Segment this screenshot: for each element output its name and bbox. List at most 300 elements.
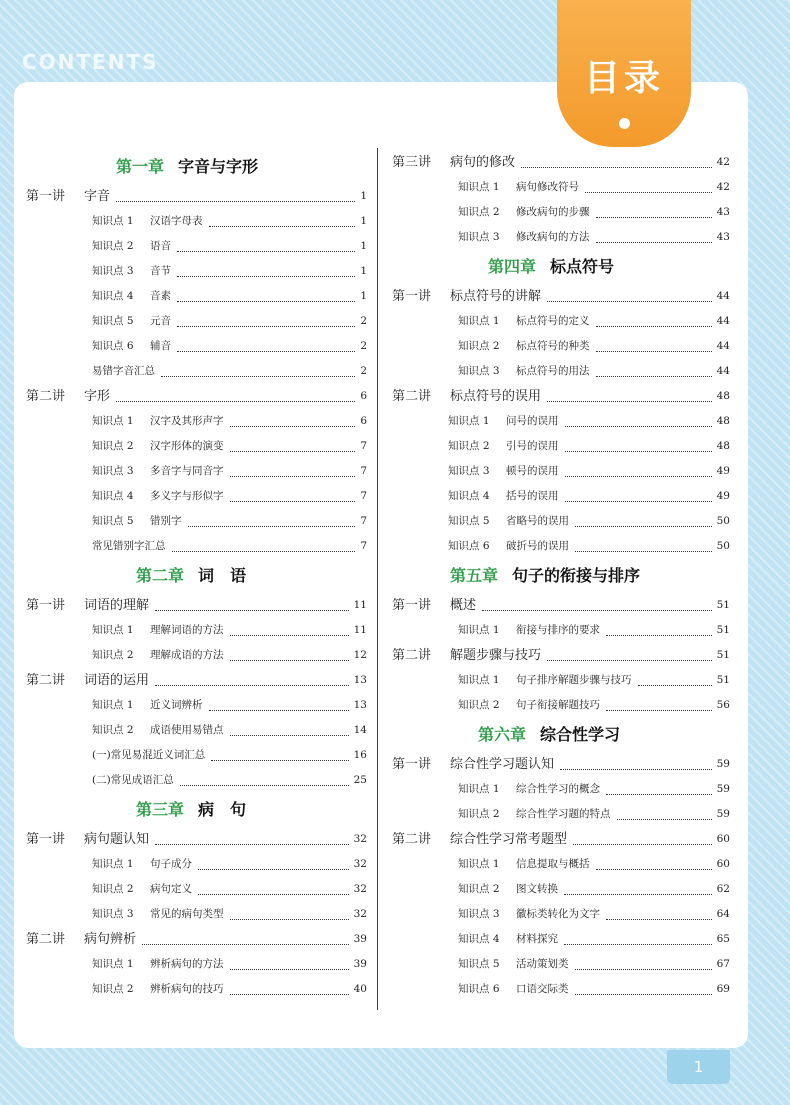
entry-title: 辨析病句的技巧	[150, 983, 224, 995]
entry-title: 病句定义	[150, 883, 192, 895]
dot-leader	[575, 994, 712, 995]
knowledge-point-entry[interactable]	[26, 234, 367, 259]
dot-leader	[565, 426, 712, 427]
knowledge-point-number: 知识点 6	[448, 540, 490, 552]
page-ref: 43	[716, 231, 730, 243]
page-ref: 39	[353, 933, 367, 945]
dot-leader	[606, 919, 712, 920]
entry-title: 修改病句的步骤	[516, 206, 590, 218]
knowledge-point-number: 知识点 4	[458, 933, 500, 945]
page-ref: 59	[716, 783, 730, 795]
entry-label	[26, 827, 149, 852]
chapter-title: 字音与字形	[178, 157, 259, 176]
dot-leader	[155, 844, 349, 845]
knowledge-point-entry[interactable]	[26, 852, 367, 877]
page-ref: 40	[353, 983, 367, 995]
knowledge-point-entry[interactable]	[392, 952, 730, 977]
knowledge-point-entry[interactable]	[392, 802, 730, 827]
entry-title: 字形	[84, 389, 111, 404]
knowledge-point-number: 知识点 1	[458, 624, 500, 636]
page-number: 1	[667, 1050, 730, 1084]
dot-leader	[565, 476, 712, 477]
page-ref: 14	[353, 724, 367, 736]
entry-title: (一)常见易混近义词汇总	[92, 749, 206, 761]
dot-leader	[606, 635, 712, 636]
entry-label	[458, 802, 611, 827]
dot-leader	[547, 301, 712, 302]
knowledge-point-number: 知识点 3	[92, 265, 134, 277]
entry-label	[458, 175, 579, 200]
knowledge-point-number: 知识点 2	[92, 649, 134, 661]
entry-title: 信息提取与概括	[516, 858, 590, 870]
dot-leader	[230, 919, 349, 920]
lecture-number: 第一讲	[392, 289, 432, 304]
knowledge-point-entry[interactable]	[392, 434, 730, 459]
dot-leader	[560, 769, 712, 770]
page-ref: 49	[716, 465, 730, 477]
page-ref: 7	[360, 515, 367, 527]
dot-leader	[230, 476, 356, 477]
lecture-number: 第二讲	[26, 932, 66, 947]
page-ref: 60	[716, 858, 730, 870]
lecture-entry[interactable]	[392, 593, 730, 618]
entry-label	[448, 484, 559, 509]
chapter-number: 第六章	[478, 725, 527, 744]
knowledge-point-entry[interactable]	[392, 484, 730, 509]
entry-label	[458, 902, 600, 927]
page-ref: 6	[360, 390, 367, 402]
entry-title: 词语的理解	[84, 598, 150, 613]
entry-label	[92, 877, 192, 902]
knowledge-point-entry[interactable]	[392, 693, 730, 718]
knowledge-point-number: 知识点 1	[92, 415, 134, 427]
chapter-title: 标点符号	[550, 257, 615, 276]
knowledge-point-entry[interactable]	[392, 509, 730, 534]
dot-leader	[209, 710, 349, 711]
page-ref: 6	[360, 415, 367, 427]
lecture-entry[interactable]	[26, 668, 367, 693]
lecture-entry[interactable]	[26, 384, 367, 409]
entry-label	[392, 150, 515, 175]
dot-leader	[161, 376, 355, 377]
dot-leader	[155, 685, 349, 686]
entry-label	[92, 509, 182, 534]
knowledge-point-entry[interactable]	[26, 434, 367, 459]
entry-label	[92, 768, 174, 793]
entry-label	[448, 509, 569, 534]
page-ref: 2	[360, 315, 367, 327]
entry-label	[26, 593, 149, 618]
knowledge-point-entry[interactable]	[26, 902, 367, 927]
entry-title: 句子成分	[150, 858, 192, 870]
entry-label	[92, 852, 192, 877]
dot-leader	[155, 610, 349, 611]
page-ref: 51	[716, 674, 730, 686]
dot-leader	[230, 660, 349, 661]
knowledge-point-entry[interactable]	[392, 618, 730, 643]
chapter-number: 第三章	[136, 800, 185, 819]
lecture-entry[interactable]	[392, 643, 730, 668]
knowledge-point-entry[interactable]	[26, 643, 367, 668]
entry-title: 概述	[450, 598, 477, 613]
chapter-heading[interactable]	[392, 559, 730, 593]
entry-label	[92, 459, 224, 484]
chapter-heading[interactable]	[392, 718, 730, 752]
knowledge-point-entry[interactable]	[392, 902, 730, 927]
entry-title: 错别字	[150, 515, 182, 527]
entry-title: 成语使用易错点	[150, 724, 224, 736]
entry-title: 问号的误用	[506, 415, 559, 427]
entry-title: 句子衔接解题技巧	[516, 699, 600, 711]
dot-leader	[172, 551, 356, 552]
entry-title: 音节	[150, 265, 171, 277]
knowledge-point-entry[interactable]	[392, 409, 730, 434]
entry-label	[92, 643, 224, 668]
entry-title: 标点符号的种类	[516, 340, 590, 352]
entry-label	[92, 484, 224, 509]
knowledge-point-entry[interactable]	[26, 484, 367, 509]
page-ref: 1	[360, 190, 367, 202]
knowledge-point-number: 知识点 3	[458, 231, 500, 243]
knowledge-point-entry[interactable]	[392, 359, 730, 384]
knowledge-point-entry[interactable]	[392, 309, 730, 334]
page-ref: 43	[716, 206, 730, 218]
dot-leader	[564, 894, 712, 895]
knowledge-point-entry[interactable]	[392, 977, 730, 1002]
knowledge-point-entry[interactable]	[392, 927, 730, 952]
entry-label	[392, 752, 554, 777]
knowledge-point-number: 知识点 2	[92, 240, 134, 252]
lecture-entry[interactable]	[392, 384, 730, 409]
lecture-number: 第一讲	[392, 598, 432, 613]
dot-leader	[209, 226, 356, 227]
page-ref: 42	[716, 181, 730, 193]
entry-label	[458, 877, 558, 902]
entry-title: 引号的误用	[506, 440, 559, 452]
knowledge-point-entry[interactable]	[26, 409, 367, 434]
page-ref: 60	[716, 833, 730, 845]
entry-label	[92, 409, 224, 434]
lecture-entry[interactable]	[392, 752, 730, 777]
entry-label	[458, 952, 569, 977]
lecture-entry[interactable]	[26, 593, 367, 618]
dot-leader	[596, 351, 712, 352]
entry-label	[26, 927, 136, 952]
entry-title: 理解词语的方法	[150, 624, 224, 636]
lecture-number: 第二讲	[26, 389, 66, 404]
knowledge-point-number: 知识点 2	[458, 699, 500, 711]
entry-title: 括号的误用	[506, 490, 559, 502]
knowledge-point-entry[interactable]	[26, 718, 367, 743]
entry-title: 活动策划类	[516, 958, 569, 970]
page-ref: 32	[353, 833, 367, 845]
contents-watermark: CONTENTS	[22, 50, 159, 74]
page-ref: 67	[716, 958, 730, 970]
dot-leader	[575, 526, 712, 527]
knowledge-point-entry[interactable]	[26, 509, 367, 534]
entry-label	[26, 184, 110, 209]
entry-label	[92, 902, 224, 927]
page-ref: 16	[353, 749, 367, 761]
knowledge-point-number: 知识点 3	[92, 465, 134, 477]
entry-label	[392, 284, 541, 309]
dot-leader	[198, 894, 349, 895]
entry-title: 综合性学习的概念	[516, 783, 600, 795]
knowledge-point-number: 知识点 3	[448, 465, 490, 477]
entry-label	[458, 852, 590, 877]
entry-label	[448, 459, 559, 484]
entry-label	[392, 827, 567, 852]
knowledge-point-number: 知识点 2	[92, 440, 134, 452]
knowledge-point-entry[interactable]	[392, 777, 730, 802]
knowledge-point-entry[interactable]	[26, 768, 367, 793]
knowledge-point-entry[interactable]	[26, 977, 367, 1002]
entry-label	[458, 977, 569, 1002]
dot-leader	[230, 735, 349, 736]
knowledge-point-number: 知识点 1	[458, 674, 500, 686]
chapter-title: 词 语	[198, 566, 247, 585]
page-ref: 11	[353, 624, 367, 636]
entry-title: 辅音	[150, 340, 171, 352]
entry-label	[92, 534, 166, 559]
lecture-number: 第一讲	[392, 757, 432, 772]
lecture-number: 第二讲	[392, 648, 432, 663]
knowledge-point-entry[interactable]	[392, 668, 730, 693]
entry-title: 近义词辨析	[150, 699, 203, 711]
knowledge-point-number: 知识点 1	[458, 315, 500, 327]
dot-leader	[565, 501, 712, 502]
dot-leader	[177, 301, 355, 302]
lecture-entry[interactable]	[26, 184, 367, 209]
knowledge-point-entry[interactable]	[26, 952, 367, 977]
entry-label	[392, 593, 476, 618]
dot-leader	[177, 351, 355, 352]
dot-leader	[585, 192, 712, 193]
knowledge-point-entry[interactable]	[26, 618, 367, 643]
page-ref: 32	[353, 858, 367, 870]
knowledge-point-number: 知识点 1	[458, 783, 500, 795]
entry-label	[448, 409, 559, 434]
knowledge-point-number: 知识点 1	[92, 958, 134, 970]
entry-label	[26, 384, 110, 409]
entry-title: 语音	[150, 240, 171, 252]
entry-title: 病句辨析	[84, 932, 137, 947]
chapter-heading[interactable]	[26, 559, 367, 593]
knowledge-point-number: 知识点 5	[448, 515, 490, 527]
lecture-entry[interactable]	[26, 927, 367, 952]
entry-label	[458, 777, 600, 802]
entry-title: 多音字与同音字	[150, 465, 224, 477]
knowledge-point-number: 知识点 4	[92, 290, 134, 302]
page-ref: 7	[360, 540, 367, 552]
knowledge-point-number: 知识点 1	[92, 858, 134, 870]
page-ref: 32	[353, 908, 367, 920]
page-ref: 7	[360, 490, 367, 502]
entry-title: (二)常见成语汇总	[92, 774, 174, 786]
lecture-entry[interactable]	[392, 150, 730, 175]
dot-leader	[596, 376, 712, 377]
entry-label	[92, 259, 171, 284]
entry-label	[92, 977, 224, 1002]
dot-leader	[596, 217, 712, 218]
dot-leader	[547, 660, 712, 661]
knowledge-point-entry[interactable]	[392, 175, 730, 200]
entry-title: 音素	[150, 290, 171, 302]
entry-title: 常见错别字汇总	[92, 540, 166, 552]
knowledge-point-entry[interactable]	[392, 225, 730, 250]
toc-title-tab	[557, 0, 691, 147]
knowledge-point-entry[interactable]	[392, 534, 730, 559]
knowledge-point-number: 知识点 6	[458, 983, 500, 995]
entry-title: 综合性学习题的特点	[516, 808, 611, 820]
dot-icon	[619, 118, 630, 129]
page-ref: 69	[716, 983, 730, 995]
dot-leader	[565, 451, 712, 452]
page-ref: 32	[353, 883, 367, 895]
page-ref: 7	[360, 465, 367, 477]
page-ref: 51	[716, 649, 730, 661]
knowledge-point-entry[interactable]	[26, 534, 367, 559]
entry-label	[458, 225, 590, 250]
chapter-number: 第二章	[136, 566, 185, 585]
entry-label	[392, 643, 541, 668]
entry-label	[92, 334, 171, 359]
dot-leader	[230, 451, 356, 452]
knowledge-point-entry[interactable]	[392, 877, 730, 902]
entry-label	[458, 927, 558, 952]
page-ref: 11	[353, 599, 367, 611]
entry-label	[92, 618, 224, 643]
knowledge-point-number: 知识点 2	[92, 983, 134, 995]
dot-leader	[596, 242, 712, 243]
knowledge-point-entry[interactable]	[26, 209, 367, 234]
knowledge-point-entry[interactable]	[392, 852, 730, 877]
knowledge-point-number: 知识点 3	[92, 908, 134, 920]
entry-title: 句子排序解题步骤与技巧	[516, 674, 632, 686]
dot-leader	[230, 501, 356, 502]
knowledge-point-entry[interactable]	[392, 459, 730, 484]
dot-leader	[177, 276, 355, 277]
page-ref: 7	[360, 440, 367, 452]
entry-label	[92, 209, 203, 234]
dot-leader	[596, 869, 712, 870]
entry-title: 汉字形体的演变	[150, 440, 224, 452]
entry-label	[92, 434, 224, 459]
dot-leader	[188, 526, 356, 527]
entry-title: 衔接与排序的要求	[516, 624, 600, 636]
dot-leader	[142, 944, 349, 945]
entry-title: 常见的病句类型	[150, 908, 224, 920]
lecture-entry[interactable]	[392, 827, 730, 852]
dot-leader	[230, 635, 349, 636]
entry-label	[92, 309, 171, 334]
entry-title: 病句修改符号	[516, 181, 579, 193]
entry-label	[26, 668, 149, 693]
chapter-number: 第四章	[488, 257, 537, 276]
lecture-number: 第一讲	[26, 598, 66, 613]
entry-title: 顿号的误用	[506, 465, 559, 477]
page-ref: 50	[716, 515, 730, 527]
knowledge-point-number: 知识点 1	[458, 858, 500, 870]
entry-title: 解题步骤与技巧	[450, 648, 542, 663]
entry-title: 标点符号的定义	[516, 315, 590, 327]
page-ref: 44	[716, 315, 730, 327]
entry-label	[92, 284, 171, 309]
knowledge-point-number: 知识点 2	[92, 724, 134, 736]
lecture-entry[interactable]	[26, 827, 367, 852]
knowledge-point-number: 知识点 2	[92, 883, 134, 895]
knowledge-point-number: 知识点 1	[448, 415, 490, 427]
knowledge-point-entry[interactable]	[26, 309, 367, 334]
dot-leader	[230, 994, 349, 995]
entry-title: 多义字与形似字	[150, 490, 224, 502]
chapter-heading[interactable]	[26, 793, 367, 827]
entry-label	[458, 359, 590, 384]
dot-leader	[617, 819, 712, 820]
knowledge-point-entry[interactable]	[26, 359, 367, 384]
chapter-title: 病 句	[198, 800, 247, 819]
toc-left-column	[26, 150, 367, 1002]
page-ref: 56	[716, 699, 730, 711]
entry-label	[448, 434, 559, 459]
page-ref: 62	[716, 883, 730, 895]
chapter-number: 第一章	[116, 157, 165, 176]
knowledge-point-entry[interactable]	[26, 334, 367, 359]
knowledge-point-entry[interactable]	[392, 200, 730, 225]
knowledge-point-number: 知识点 1	[92, 699, 134, 711]
knowledge-point-entry[interactable]	[26, 284, 367, 309]
lecture-number: 第二讲	[26, 673, 66, 688]
page-ref: 49	[716, 490, 730, 502]
dot-leader	[116, 201, 355, 202]
page-ref: 42	[716, 156, 730, 168]
lecture-entry[interactable]	[392, 284, 730, 309]
entry-title: 省略号的误用	[506, 515, 569, 527]
knowledge-point-entry[interactable]	[26, 877, 367, 902]
knowledge-point-number: 知识点 1	[458, 181, 500, 193]
page-ref: 39	[353, 958, 367, 970]
knowledge-point-entry[interactable]	[26, 459, 367, 484]
entry-title: 综合性学习题认知	[450, 757, 555, 772]
knowledge-point-number: 知识点 2	[458, 340, 500, 352]
chapter-heading[interactable]	[392, 250, 730, 284]
entry-title: 图文转换	[516, 883, 558, 895]
entry-title: 标点符号的误用	[450, 389, 542, 404]
knowledge-point-entry[interactable]	[26, 693, 367, 718]
knowledge-point-entry[interactable]	[26, 743, 367, 768]
entry-title: 理解成语的方法	[150, 649, 224, 661]
dot-leader	[596, 326, 712, 327]
knowledge-point-number: 知识点 5	[92, 315, 134, 327]
chapter-heading[interactable]	[26, 150, 367, 184]
page-ref: 59	[716, 808, 730, 820]
page-ref: 44	[716, 365, 730, 377]
page-ref: 59	[716, 758, 730, 770]
chapter-title: 综合性学习	[540, 725, 621, 744]
entry-label	[92, 693, 203, 718]
knowledge-point-number: 知识点 1	[92, 215, 134, 227]
page-ref: 65	[716, 933, 730, 945]
toc-title: 目录	[583, 58, 664, 99]
knowledge-point-number: 知识点 2	[458, 206, 500, 218]
lecture-number: 第三讲	[392, 155, 432, 170]
entry-title: 材料探究	[516, 933, 558, 945]
knowledge-point-entry[interactable]	[26, 259, 367, 284]
entry-title: 破折号的误用	[506, 540, 569, 552]
dot-leader	[116, 401, 355, 402]
knowledge-point-entry[interactable]	[392, 334, 730, 359]
entry-label	[92, 743, 205, 768]
